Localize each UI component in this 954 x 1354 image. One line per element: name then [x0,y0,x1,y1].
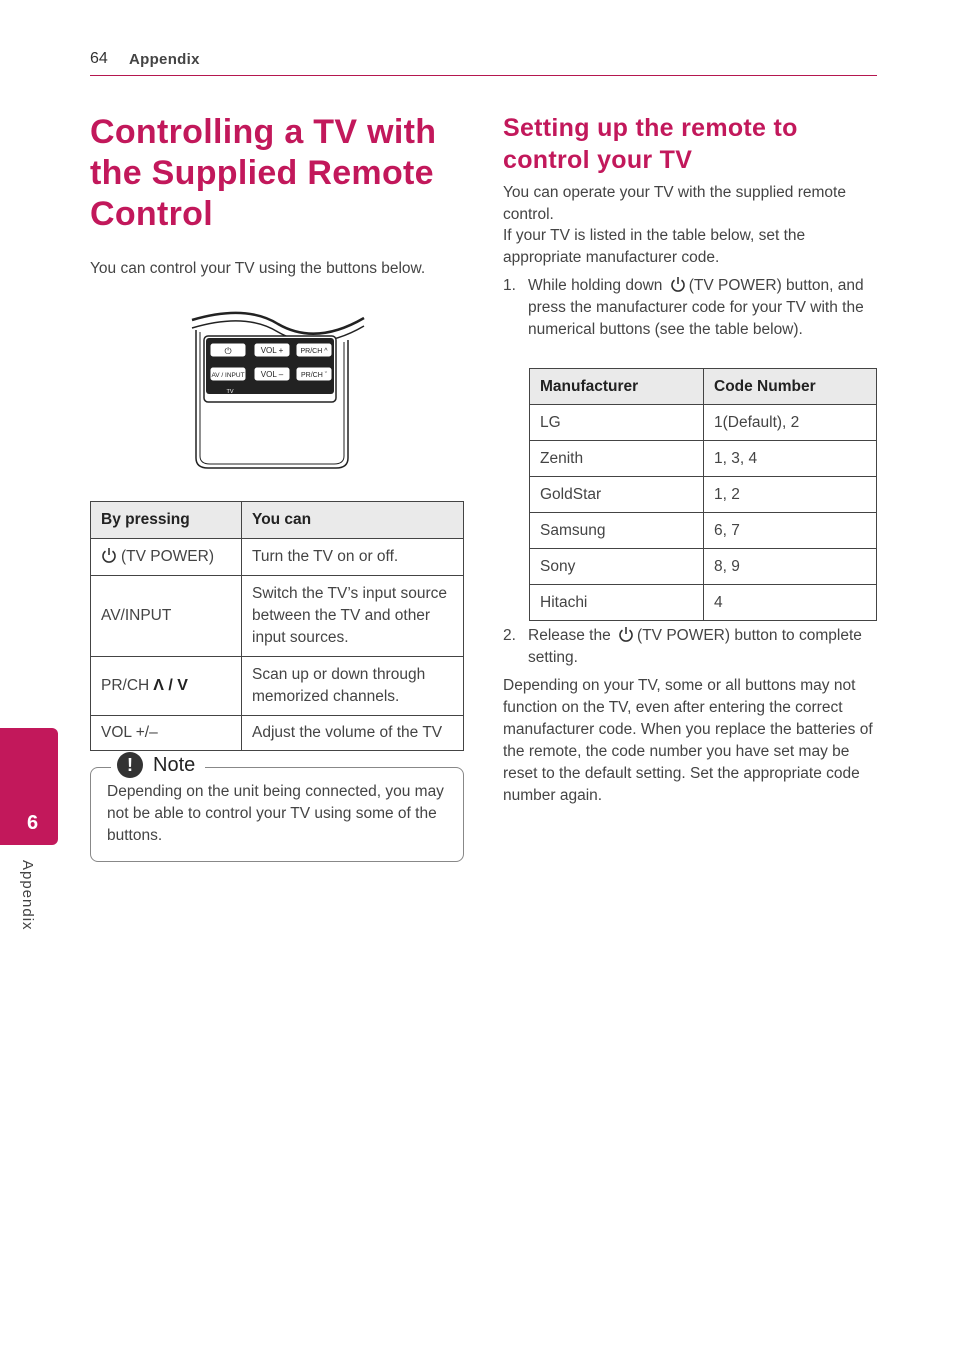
table-row [530,477,877,513]
code-cell: 1, 3, 4 [704,441,877,477]
power-icon [670,276,686,293]
step-1 [503,275,881,341]
header-section: Appendix [129,51,200,68]
chapter-number: 6 [27,812,39,834]
remote-button-ch-down: PR/CH ˇ [300,372,328,379]
table-row [530,441,877,477]
step-text-after: (TV POWER) button to complete setting. [528,627,862,666]
table-header-by-pressing: By pressing [91,502,242,539]
step-number: 2. [503,627,516,644]
code-cell: 1, 2 [704,477,877,513]
manufacturer-cell: Hitachi [530,585,704,621]
table-key-vol: VOL +/– [91,716,242,751]
step-number: 1. [503,277,516,294]
step-text-after: (TV POWER) button, and press the manufacturer code for your TV with the numerical buttons (see the table below). [528,277,864,338]
table-row [91,716,464,751]
note-text: Depending on the unit being connected, you may not be able to control your TV using some of the buttons. [107,783,444,844]
remote-button-vol-down: VOL – [260,370,284,379]
paragraph: You can operate your TV with the supplied remote control. [503,184,846,223]
manufacturer-cell: GoldStar [530,477,704,513]
table-row [91,657,464,716]
table-row [530,513,877,549]
remote-illustration [186,310,368,472]
table-row [91,539,464,576]
table-value: Scan up or down through memorized channels. [242,657,464,716]
exclamation-icon: ! [117,752,143,778]
table-value: Switch the TV’s input source between the TV and other input sources. [242,576,464,657]
page-header [90,48,877,76]
code-cell: 8, 9 [704,549,877,585]
table-key-av-input: AV/INPUT [91,576,242,657]
table-row [530,585,877,621]
note-box [90,753,464,862]
page-number: 64 [90,50,108,67]
note-divider [221,767,443,768]
power-icon [618,626,634,643]
remote-button-av-input: AV / INPUT [211,372,245,379]
code-cell: 6, 7 [704,513,877,549]
remote-button-ch-up: PR/CH ^ [300,348,328,355]
table-row [91,576,464,657]
code-cell: 1(Default), 2 [704,405,877,441]
step-text-before: Release the [528,627,611,644]
button-function-table [90,501,464,751]
manufacturer-cell: Zenith [530,441,704,477]
up-down-arrows-icon: Λ / V [153,677,188,694]
table-row [530,405,877,441]
step-text-before: While holding down [528,277,663,294]
table-header-code-number: Code Number [704,369,877,405]
table-value: Turn the TV on or off. [242,539,464,576]
remote-button-vol-up: VOL + [260,346,284,355]
chapter-label: Appendix [19,860,36,931]
manufacturer-cell: Samsung [530,513,704,549]
table-key-tv-power: (TV POWER) [121,548,214,565]
intro-text: You can control your TV using the buttons below. [90,260,426,277]
remote-button-power: ⏻ [224,347,232,357]
table-row [530,549,877,585]
table-key-pr-ch: PR/CH [101,677,150,694]
note-heading [111,752,205,778]
manufacturer-code-table [529,368,877,621]
table-header-manufacturer: Manufacturer [530,369,704,405]
paragraph: If your TV is listed in the table below, set the appropriate manufacturer code. [503,227,806,266]
code-cell: 4 [704,585,877,621]
section-title: Setting up the remote to control your TV [503,114,798,174]
table-header-you-can: You can [242,502,464,539]
page-title: Controlling a TV with the Supplied Remote Control [90,113,437,233]
paragraph: Depending on your TV, some or all buttons may not function on the TV, even after entering the correct manufacturer code. When you replace the batteries of the remote, the code number you have set may be reset to the default setting. Set the appropriate code number again. [503,677,873,804]
power-icon [101,547,117,564]
note-label: Note [153,753,196,776]
remote-tv-label: TV [226,389,234,395]
manufacturer-cell: LG [530,405,704,441]
step-2 [503,625,881,669]
manufacturer-cell: Sony [530,549,704,585]
table-value: Adjust the volume of the TV [242,716,464,751]
